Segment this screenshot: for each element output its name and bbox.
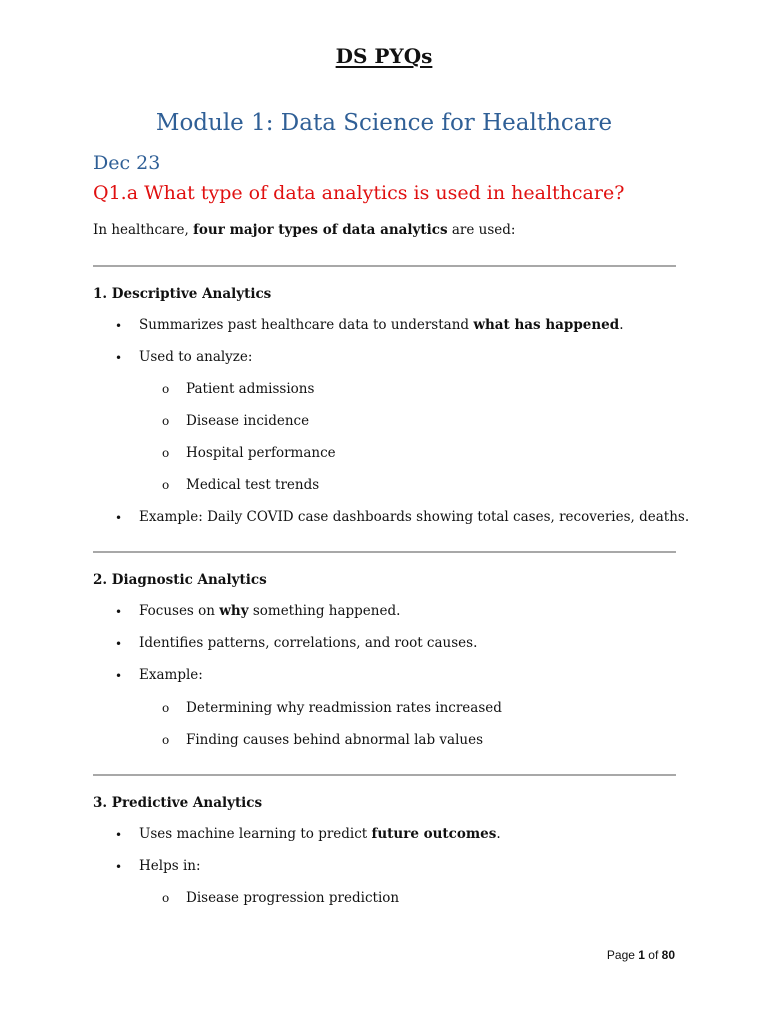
list-item-text-end: . [619,317,624,333]
page-total: 80 [661,948,675,962]
page-label: Page [606,948,639,962]
list-item: Identifies patterns, correlations, and root causes. [139,635,478,651]
list-item-text: Summarizes past healthcare data to understand [139,317,474,333]
bullet-icon: • [115,511,123,525]
sub-bullet-icon: o [162,733,170,747]
list-item-text: Focuses on [139,603,220,619]
list-item: Helps in: [139,858,201,874]
list-item: Example: [139,667,203,683]
sub-bullet-icon: o [162,446,170,460]
list-item: Used to analyze: [139,349,253,365]
section-heading-descriptive: 1. Descriptive Analytics [93,286,272,302]
section-divider [93,265,676,267]
page-of-label: of [644,948,662,962]
bullet-icon: • [115,828,123,842]
bullet-icon: • [115,319,123,333]
sub-list-item: Patient admissions [186,381,315,397]
page-number: 1 [638,948,645,962]
bullet-icon: • [115,351,123,365]
sub-bullet-icon: o [162,414,170,428]
bullet-icon: • [115,605,123,619]
section-divider [93,551,676,553]
list-item [139,603,400,619]
bullet-icon: • [115,669,123,683]
sub-list-item: Disease incidence [186,413,310,429]
intro-bold-text: four major types of data analytics [193,222,448,238]
list-item-bold-text: why [219,603,249,619]
sub-list-item: Disease progression prediction [186,890,400,906]
list-item [139,317,624,333]
list-item-text-end: something happened. [248,603,401,619]
bullet-icon: • [115,860,123,874]
section-divider [93,774,676,776]
sub-bullet-icon: o [162,478,170,492]
date-heading: Dec 23 [93,152,161,174]
intro-text: In healthcare, [93,222,194,238]
question-heading: Q1.a What type of data analytics is used in healthcare? [93,182,625,204]
section-heading-predictive: 3. Predictive Analytics [93,795,263,811]
list-item-text-end: . [496,826,501,842]
bullet-icon: • [115,637,123,651]
sub-list-item: Hospital performance [186,445,336,461]
list-item [139,826,501,842]
list-item-text: Uses machine learning to predict [139,826,372,842]
list-item: Example: Daily COVID case dashboards showing total cases, recoveries, deaths. [139,509,690,525]
module-title: Module 1: Data Science for Healthcare [155,110,613,136]
page-footer [607,948,675,962]
document-title: DS PYQs [335,44,433,68]
intro-text-end: are used: [447,222,516,238]
sub-bullet-icon: o [162,701,170,715]
sub-list-item: Determining why readmission rates increased [186,700,502,716]
sub-list-item: Medical test trends [186,477,320,493]
list-item-bold-text: what has happened [473,317,620,333]
sub-bullet-icon: o [162,382,170,396]
sub-bullet-icon: o [162,891,170,905]
section-heading-diagnostic: 2. Diagnostic Analytics [93,572,267,588]
sub-list-item: Finding causes behind abnormal lab values [186,732,484,748]
list-item-bold-text: future outcomes [371,826,497,842]
intro-paragraph [93,222,515,238]
